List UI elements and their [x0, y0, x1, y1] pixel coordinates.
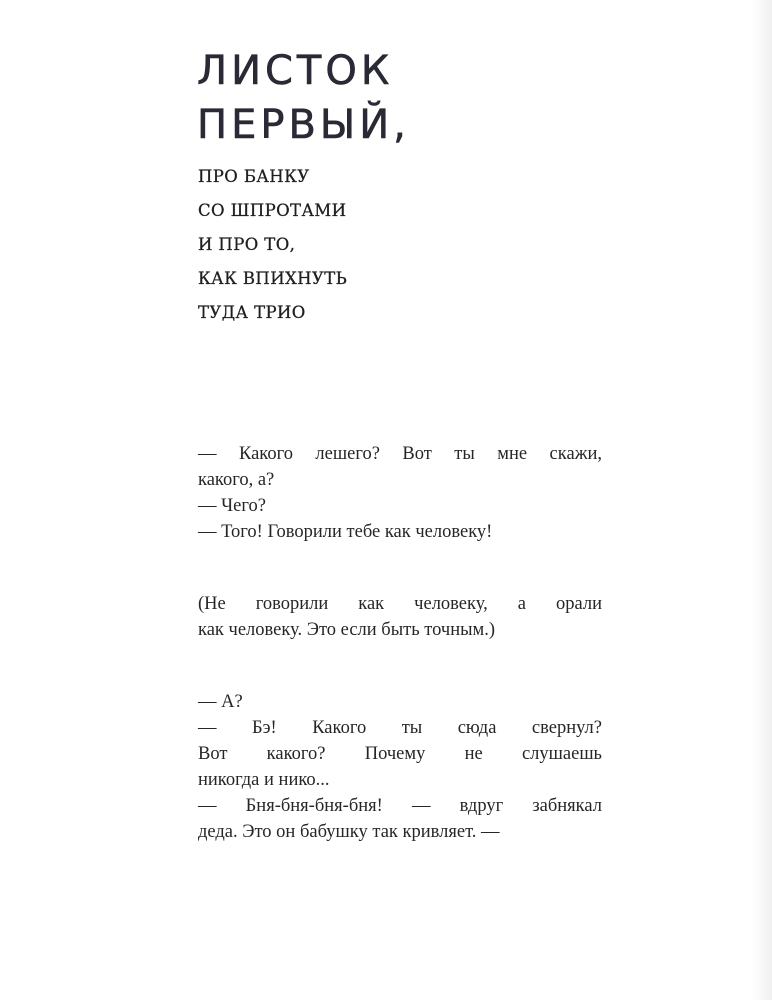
text-line: Вот какого? Почему не слушаешь	[198, 744, 602, 764]
text-line: — Какого лешего? Вот ты мне скажи,	[198, 444, 602, 464]
text-line: — Чего?	[198, 496, 266, 516]
subtitle-line: ТУДА ТРИО	[198, 303, 306, 322]
subtitle-line: И ПРО ТО,	[198, 235, 296, 254]
text-line: (Не говорили как человеку, а орали	[198, 594, 602, 614]
chapter-subtitle	[198, 160, 347, 330]
narration-paragraph	[198, 591, 602, 643]
text-line: — Бэ! Какого ты сюда свернул?	[198, 718, 602, 738]
chapter-title-line-2: ПЕРВЫЙ,	[197, 102, 410, 148]
text-line: какого, а?	[198, 470, 275, 490]
text-line: — А?	[198, 692, 243, 712]
text-line: никогда и нико...	[198, 770, 330, 790]
dialogue-paragraph-1	[198, 441, 602, 545]
chapter-title	[197, 44, 410, 152]
subtitle-line: СО ШПРОТАМИ	[198, 201, 347, 220]
subtitle-line: КАК ВПИХНУТЬ	[198, 269, 348, 288]
chapter-title-line-1: ЛИСТОК	[197, 48, 394, 94]
page-edge-shadow	[750, 0, 772, 1000]
text-line: деда. Это он бабушку так кривляет. —	[198, 822, 500, 842]
dialogue-paragraph-2	[198, 689, 602, 845]
text-line: как человеку. Это если быть точным.)	[198, 620, 496, 640]
text-line: — Того! Говорили тебе как человеку!	[198, 522, 493, 542]
text-line: — Бня-бня-бня-бня! — вдруг забнякал	[198, 796, 602, 816]
subtitle-line: ПРО БАНКУ	[198, 167, 310, 186]
